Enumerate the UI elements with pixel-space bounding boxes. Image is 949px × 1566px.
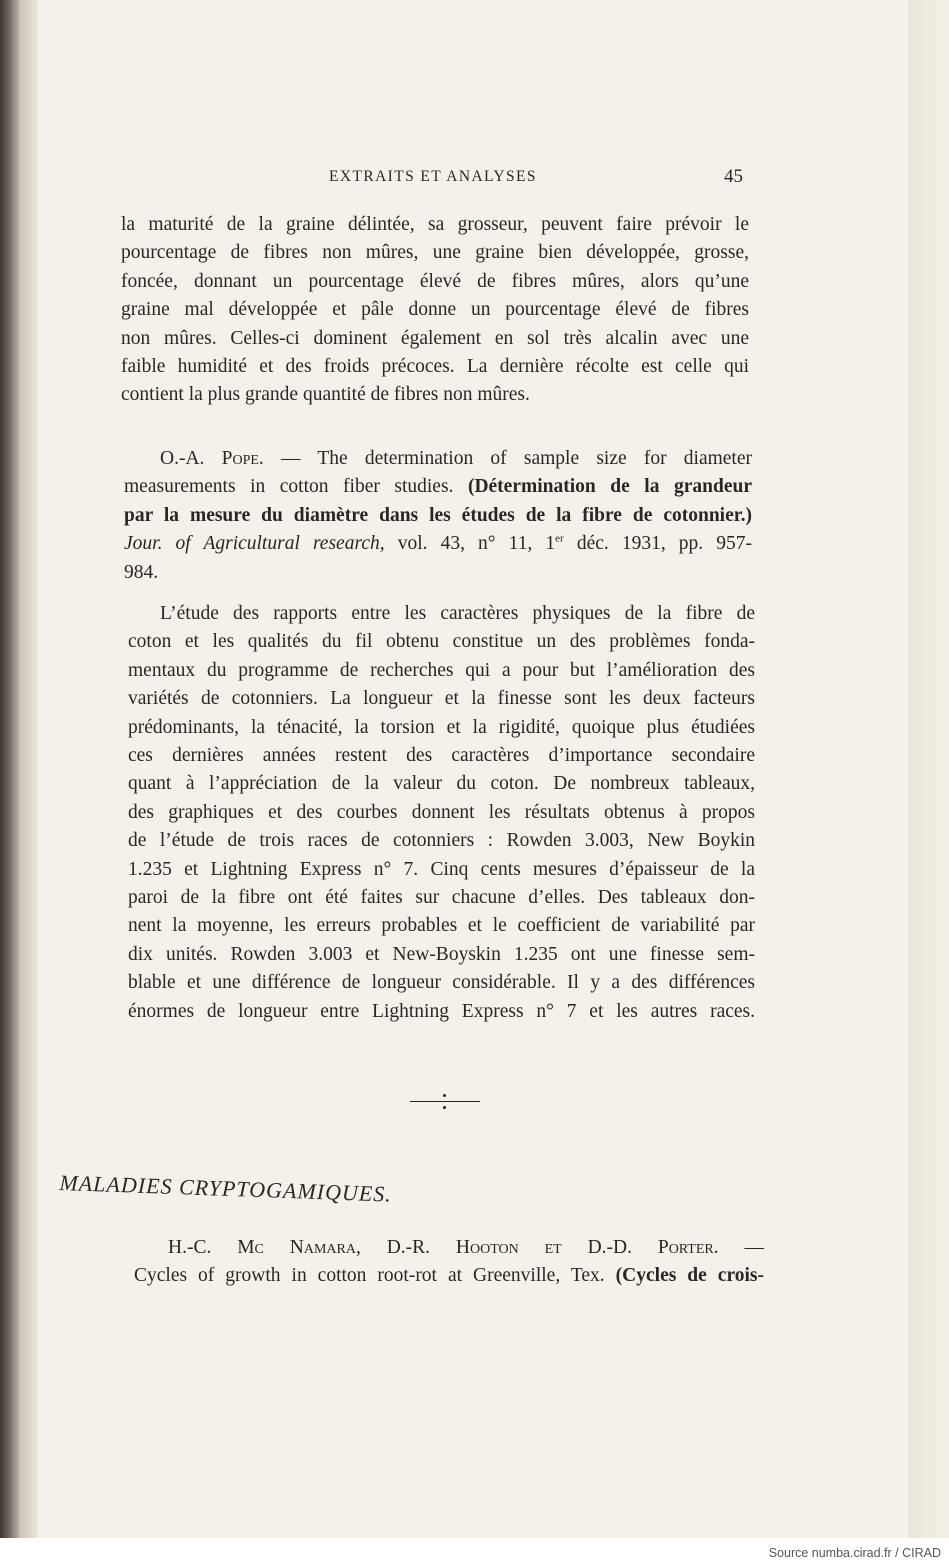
text-line: contient la plus grande quantité de fibres non mûres. — [121, 384, 530, 406]
text-line: la maturité de la graine délintée, sa grosseur, peuvent faire prévoir le — [121, 214, 749, 235]
reference-line: measurements in cotton fiber studies. (Détermination de la grandeur — [124, 476, 753, 498]
text-line: dix unités. Rowden 3.003 et New-Boyskin 1.235 ont une finesse sem- — [128, 943, 755, 965]
text-line: L’étude des rapports entre les caractères physiques de la fibre de — [160, 603, 755, 624]
reference-pope — [124, 445, 752, 587]
book-binding — [0, 0, 22, 1538]
text-line: 1.235 et Lightning Express n° 7. Cinq cents mesures d’épaisseur de la — [128, 858, 755, 880]
text-line: variétés de cotonniers. La longueur et la finesse sont les deux facteurs — [128, 688, 755, 710]
reference-title-fr: (Cycles de crois- — [615, 1265, 764, 1287]
reference-line: H.-C. Mc Namara, D.-R. Hooton et D.-D. Porter. — — [168, 1237, 764, 1258]
page-right-margin — [908, 0, 949, 1538]
text-line: pourcentage de fibres non mûres, une graine bien développée, grosse, — [121, 242, 749, 264]
reference-mcnamara — [134, 1234, 764, 1291]
reference-title-en: Cycles of growth in cotton root-rot at Greenville, Tex. — [134, 1265, 605, 1287]
text-line: faible humidité et des froids précoces. La dernière récolte est celle qui — [121, 356, 749, 378]
journal-name: Jour. of Agricultural research, — [124, 533, 385, 555]
text-line: nent la moyenne, les erreurs probables et le coefficient de variabilité par — [128, 915, 755, 937]
text-line: mentaux du programme de recherches qui a pour but l’amélioration des — [128, 659, 755, 681]
reference-title-fr: (Détermination de la grandeur — [467, 476, 753, 498]
running-title: EXTRAITS ET ANALYSES — [329, 168, 537, 185]
reference-title-en: The determination of sample size for diameter — [317, 448, 753, 469]
text-line: quant à l’appréciation de la valeur du coton. De nombreux tableaux, — [128, 773, 755, 795]
text-line: paroi de la fibre ont été faites sur chacune d’elles. Des tableaux don- — [128, 887, 755, 909]
page-number: 45 — [724, 166, 743, 187]
text-line: graine mal développée et pâle donne un pourcentage élevé de fibres — [121, 299, 749, 321]
text-line: prédominants, la ténacité, la torsion et la rigidité, quoique plus étudiées — [128, 716, 755, 738]
reference-line: par la mesure du diamètre dans les études de la fibre de cotonnier.) — [124, 504, 752, 526]
section-divider — [410, 1101, 480, 1102]
reference-authors: H.-C. Mc Namara, D.-R. Hooton et D.-D. Porter. — [168, 1237, 719, 1258]
reference-author: O.-A. Pope. — [160, 448, 264, 469]
text-line: énormes de longueur entre Lightning Express n° 7 et les autres races. — [128, 1000, 755, 1022]
reference-line: O.-A. Pope. — The determination of sample size for diameter — [160, 448, 753, 469]
reference-line: Jour. of Agricultural research, vol. 43, n° 11, 1er déc. 1931, pp. 957- — [124, 532, 752, 555]
text-line: blable et une différence de longueur considérable. Il y a des différences — [128, 972, 755, 994]
text-line: non mûres. Celles-ci dominent également en sol très alcalin avec une — [121, 327, 749, 349]
text-line: des graphiques et des courbes donnent les résultats obtenus à propos — [128, 801, 755, 823]
source-credit: Source numba.cirad.fr / CIRAD — [768, 1546, 941, 1560]
text-line: ces dernières années restent des caractères d’importance secondaire — [128, 745, 755, 767]
text-line: de l’étude de trois races de cotonniers : Rowden 3.003, New Boykin — [128, 830, 755, 852]
divider-dot — [443, 1106, 446, 1109]
binding-edge — [22, 0, 38, 1538]
reference-line: 984. — [124, 561, 159, 583]
paragraph-maturity — [121, 211, 749, 410]
section-heading: MALADIES CRYPTOGAMIQUES. — [59, 1170, 393, 1207]
text-line: coton et les qualités du fil obtenu constitue un des problèmes fonda- — [128, 631, 755, 653]
text-line: foncée, donnant un pourcentage élevé de fibres mûres, alors qu’une — [121, 270, 749, 292]
paragraph-fiber-study — [128, 600, 755, 1026]
reference-line — [134, 1262, 764, 1290]
divider-dot — [443, 1094, 446, 1097]
